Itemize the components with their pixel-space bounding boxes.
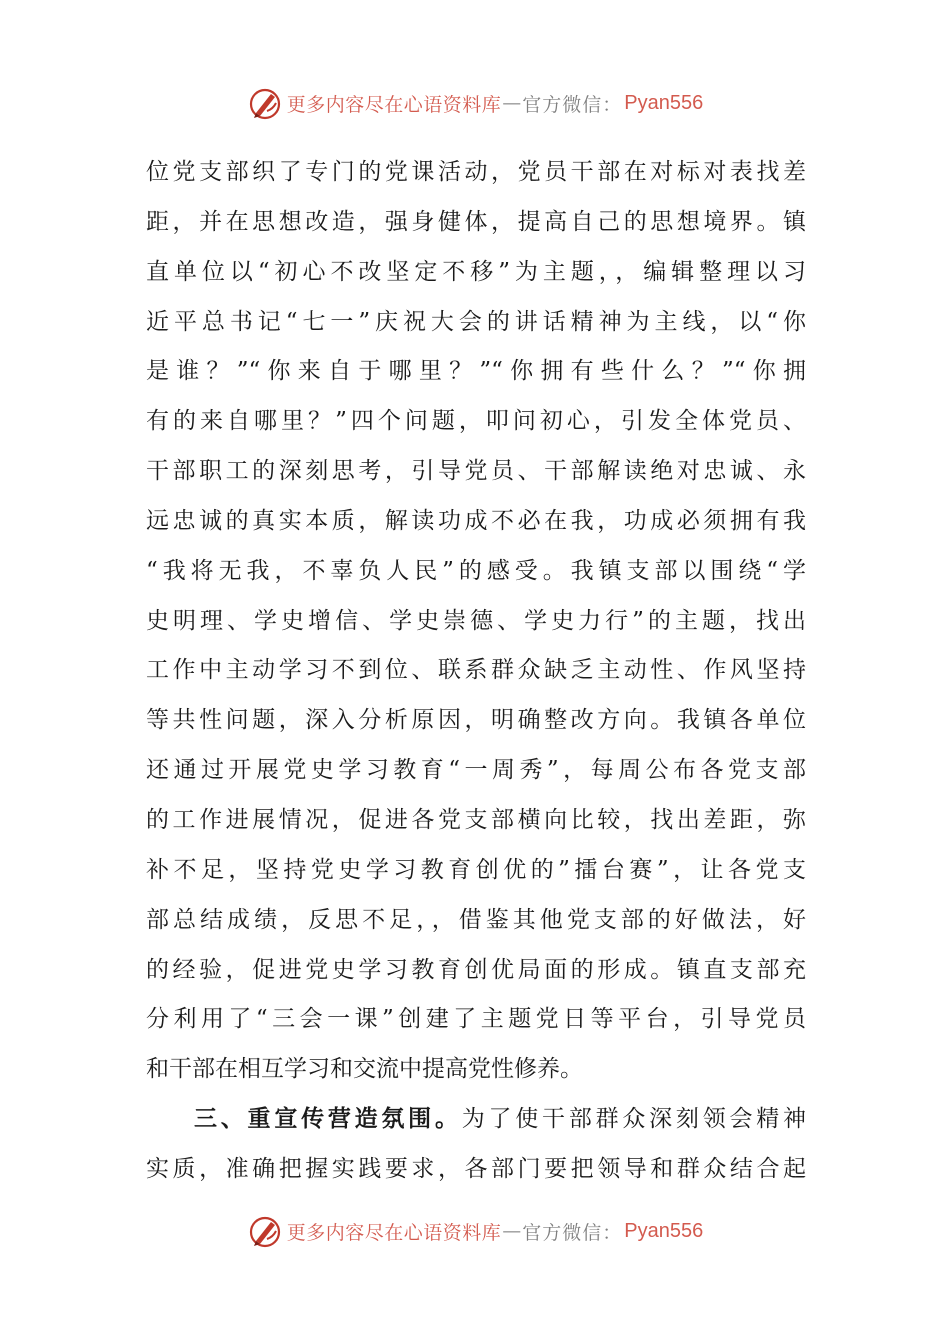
- banner-separator: —: [502, 92, 522, 114]
- text-line: 等共性问题，深入分析原因，明确整改方向。我镇各单位: [146, 707, 806, 734]
- banner-separator: —: [502, 1220, 522, 1242]
- text-line: 的工作进展情况，促进各党支部横向比较，找出差距，弥: [146, 806, 806, 833]
- text-line: 分利用了“三会一课”创建了主题党日等平台，引导党员: [146, 1006, 806, 1033]
- header-banner: [0, 83, 950, 123]
- banner-title: 更多内容尽在心语资料库: [286, 93, 502, 116]
- text-line: 部总结成绩，反思不足，，借鉴其他党支部的好做法，好: [146, 906, 806, 933]
- banner-wechat-id: Pyan556: [624, 1219, 704, 1242]
- pen-logo-icon: [247, 85, 283, 121]
- document-body: [146, 148, 806, 1195]
- text-line: 近平总书记“七一”庆祝大会的讲话精神为主线，以“你: [146, 308, 806, 335]
- text-line: 和干部在相互学习和交流中提高党性修养。: [146, 1056, 583, 1083]
- text-line: 史明理、学史增信、学史崇德、学史力行”的主题，找出: [146, 607, 806, 634]
- text-line: 的经验，促进党史学习教育创优局面的形成。镇直支部充: [146, 956, 806, 983]
- heading-line-rest: 为了使干部群众深刻领会精神: [461, 1106, 806, 1133]
- text-line: “我将无我，不辜负人民”的感受。我镇支部以围绕“学: [146, 557, 806, 584]
- pen-logo-icon: [247, 1213, 283, 1249]
- text-line: 是谁？”“你来自于哪里？”“你拥有些什么？”“你拥: [146, 358, 806, 385]
- banner-wechat-label: 官方微信：: [522, 93, 623, 116]
- banner-wechat-label: 官方微信：: [522, 1221, 623, 1244]
- text-line: 实质，准确把握实践要求，各部门要把领导和群众结合起: [146, 1155, 806, 1182]
- section-heading-line: [146, 1095, 806, 1145]
- section-heading: 三、重宣传营造氛围。: [194, 1106, 462, 1133]
- text-line: 距，并在思想改造，强身健体，提高自己的思想境界。镇: [146, 208, 806, 235]
- text-line: 位党支部织了专门的党课活动，党员干部在对标对表找差: [146, 159, 806, 185]
- text-line: 直单位以“初心不改坚定不移”为主题，，编辑整理以习: [146, 258, 806, 285]
- text-line: 有的来自哪里？”四个问题，叩问初心，引发全体党员、: [146, 408, 806, 435]
- banner-title: 更多内容尽在心语资料库: [286, 1221, 502, 1244]
- text-line: 还通过开展党史学习教育“一周秀”，每周公布各党支部: [146, 757, 806, 784]
- text-line: 工作中主动学习不到位、联系群众缺乏主动性、作风坚持: [146, 657, 806, 684]
- text-line: 干部职工的深刻思考，引导党员、干部解读绝对忠诚、永: [146, 458, 806, 485]
- text-line: 补不足，坚持党史学习教育创优的”擂台赛”，让各党支: [146, 856, 806, 883]
- banner-wechat-id: Pyan556: [624, 91, 704, 114]
- text-line: 远忠诚的真实本质，解读功成不必在我，功成必须拥有我: [146, 507, 806, 534]
- footer-banner: [0, 1211, 950, 1251]
